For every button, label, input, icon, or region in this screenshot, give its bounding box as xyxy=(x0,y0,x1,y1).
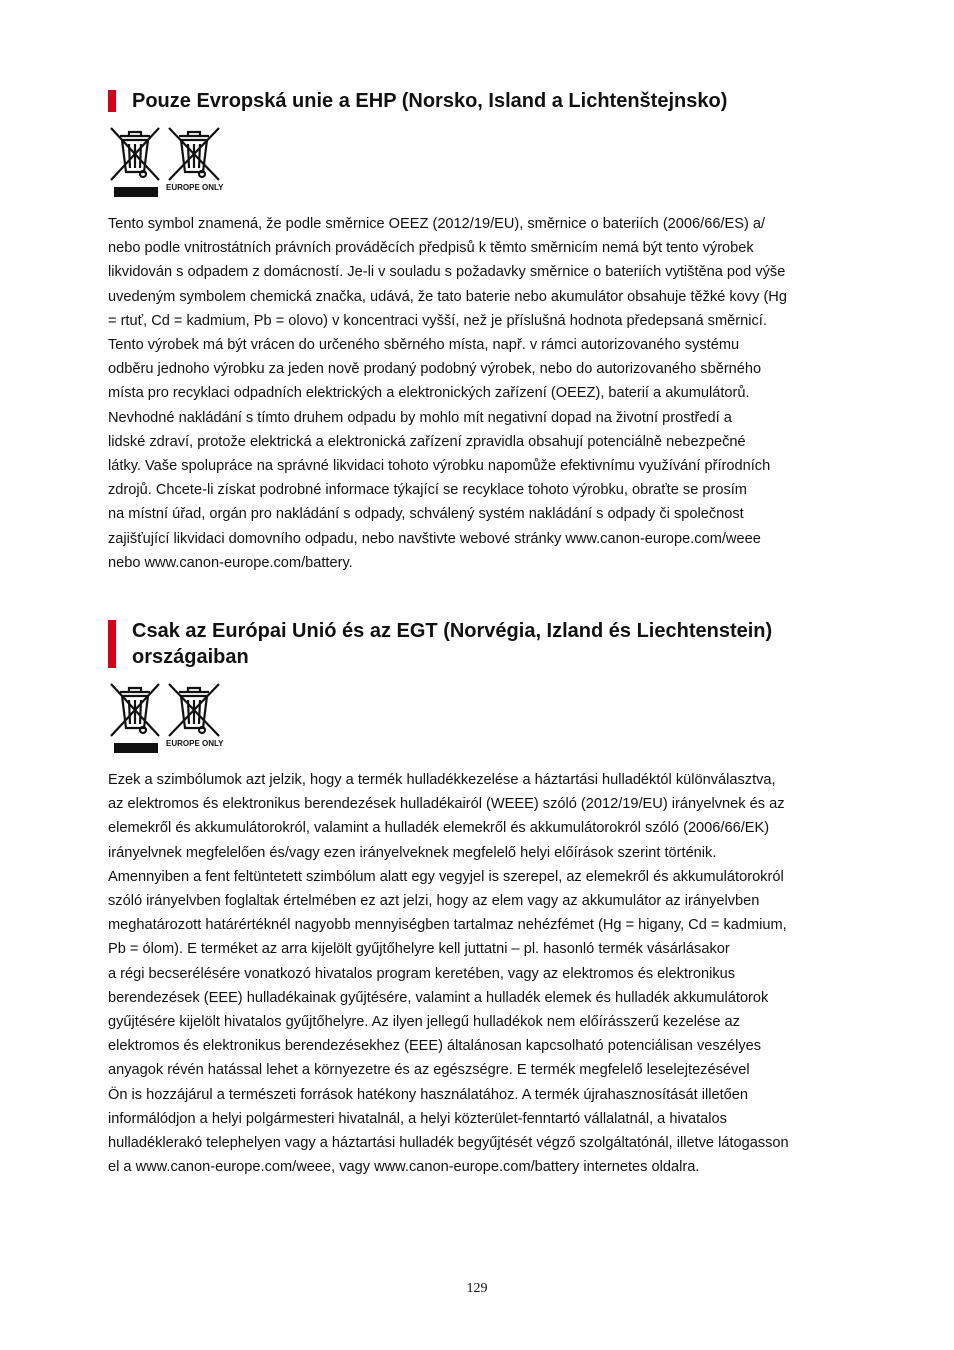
text-line: uvedeným symbolem chemická značka, udává, že tato baterie nebo akumulátor obsahuje těžké kovy (Hg xyxy=(108,288,787,305)
text-line: Nevhodné nakládání s tímto druhem odpadu by mohlo mít negativní dopad na životní prostředí a xyxy=(108,409,732,426)
text-line: likvidován s odpadem z domácností. Je-li v souladu s požadavky směrnice o bateriích vytištěna pod výše xyxy=(108,264,786,281)
text-line: nebo podle vnitrostátních právních prováděcích předpisů k těmto směrnicím nemá být tento výrobek xyxy=(108,240,754,257)
text-line: odběru jednoho výrobku za jeden nově prodaný podobný výrobek, nebo do autorizovaného sběrného xyxy=(108,361,762,378)
text-line: Tento výrobek má být vrácen do určeného sběrného místa, např. v rámci autorizovaného systému xyxy=(108,337,740,354)
text-line: informálódjon a helyi polgármesteri hivatalnál, a helyi közterület-fenntartó vállalatnál, a hivatalos xyxy=(108,1110,727,1127)
text-line: a régi becserélésére vonatkozó hivatalos program keretében, vagy az elektromos és elektronikus xyxy=(108,965,736,982)
text-line: lidské zdraví, protože elektrická a elektronická zařízení zpravidla obsahují potenciálně nebezpečné xyxy=(108,433,746,450)
text-line: zajišťující likvidaci domovního odpadu, nebo navštivte webové stránky www.canon-europe.com/weee xyxy=(108,530,761,547)
europe-only-label: EUROPE ONLY xyxy=(166,183,224,192)
text-line: gyűjtésére kijelölt hivatalos gyűjtőhelyre. Az ilyen jellegű hulladékok nem előírásszerű kezelése az xyxy=(108,1014,740,1031)
section-hungarian xyxy=(108,618,860,1179)
text-line: irányelvnek megfelelően és/vagy ezen irányelveknek megfelelő helyi előírások szerint történik. xyxy=(108,844,717,861)
text-line: hulladéklerakó telephelyen vagy a háztartási hulladék begyűjtését végző szolgáltatónál, illetve látogasson xyxy=(108,1135,789,1152)
text-line: nebo www.canon-europe.com/battery. xyxy=(108,554,353,571)
heading-accent-bar xyxy=(108,620,116,668)
text-line: látky. Vaše spolupráce na správné likvidaci tohoto výrobku napomůže efektivnímu využívání přírodních xyxy=(108,458,771,475)
text-line: elektromos és elektronikus berendezésekhez (EEE) általánosan kapcsolható potenciálisan veszélyes xyxy=(108,1038,762,1055)
text-line: Pb = ólom). E terméket az arra kijelölt gyűjtőhelyre kell juttatni – pl. hasonló termék vásárlásakor xyxy=(108,941,730,958)
text-line: místa pro recyklaci odpadních elektrických a elektronických zařízení (OEEZ), baterií a akumulátorů. xyxy=(108,385,750,402)
europe-only-label: EUROPE ONLY xyxy=(166,739,224,748)
text-line: na místní úřad, orgán pro nakládání s odpady, schválený systém nakládání s odpady či společnost xyxy=(108,506,744,523)
heading-accent-bar xyxy=(108,90,116,112)
text-line: Tento symbol znamená, že podle směrnice OEEZ (2012/19/EU), směrnice o bateriích (2006/66/ES) a/ xyxy=(108,216,766,232)
text-line: elemekről és akkumulátorokról, valamint a hulladék elemekről és akkumulátorokról szóló (2006/66/EK) xyxy=(108,820,770,837)
section-heading xyxy=(108,88,860,114)
text-line: meghatározott határértéknél nagyobb mennyiségben tartalmaz nehézfémet (Hg = higany, Cd = kadmium, xyxy=(108,917,787,934)
text-line: = rtuť, Cd = kadmium, Pb = olovo) v koncentraci vyšší, než je příslušná hodnota předepsaná směrnicí. xyxy=(108,312,767,329)
text-line: szóló irányelvben foglaltak értelmében ez azt jelzi, hogy az elem vagy az akkumulátor az irányelvben xyxy=(108,893,760,910)
text-line: Ezek a szimbólumok azt jelzik, hogy a termék hulladékkezelése a háztartási hulladéktól különválasztva, xyxy=(108,772,776,788)
paragraph xyxy=(108,212,860,575)
text-line: zdrojů. Chcete-li získat podrobné informace týkající se recyklace tohoto výrobku, obraťte se prosím xyxy=(108,482,747,499)
heading-line: országaiban xyxy=(132,646,249,668)
battery-bar-icon xyxy=(114,743,158,753)
crossed-bin-icon xyxy=(165,680,223,740)
page-number: 129 xyxy=(466,1281,488,1296)
text-line: el a www.canon-europe.com/weee, vagy www.canon-europe.com/battery internetes oldalra. xyxy=(108,1159,700,1176)
heading-line: Pouze Evropská unie a EHP (Norsko, Island a Lichtenštejnsko) xyxy=(132,90,728,112)
section-czech xyxy=(108,88,860,575)
paragraph xyxy=(108,768,860,1179)
text-line: Amennyiben a fent feltüntetett szimbólum alatt egy vegyjel is szerepel, az elemekről és akkumulátorokról xyxy=(108,868,784,885)
text-line: berendezések (EEE) hulladékainak gyűjtésére, valamint a hulladék elemek és hulladék akkumulátorok xyxy=(108,989,769,1006)
text-line: anyagok révén hatással lehet a környezetre és az egészségre. E termék megfelelő leselejtezésével xyxy=(108,1062,750,1079)
weee-symbols xyxy=(108,680,860,756)
weee-symbols xyxy=(108,124,860,200)
crossed-bin-icon xyxy=(108,680,162,740)
crossed-bin-icon xyxy=(108,124,162,184)
battery-bar-icon xyxy=(114,187,158,197)
text-line: Ön is hozzájárul a természeti források hatékony használatához. A termék újrahasznosítását illetően xyxy=(108,1086,749,1103)
heading-line: Csak az Európai Unió és az EGT (Norvégia, Izland és Liechtenstein) xyxy=(132,620,773,642)
text-line: az elektromos és elektronikus berendezések hulladékairól (WEEE) szóló (2012/19/EU) irányelvnek és az xyxy=(108,796,785,813)
section-heading xyxy=(108,618,860,670)
crossed-bin-icon xyxy=(165,124,223,184)
